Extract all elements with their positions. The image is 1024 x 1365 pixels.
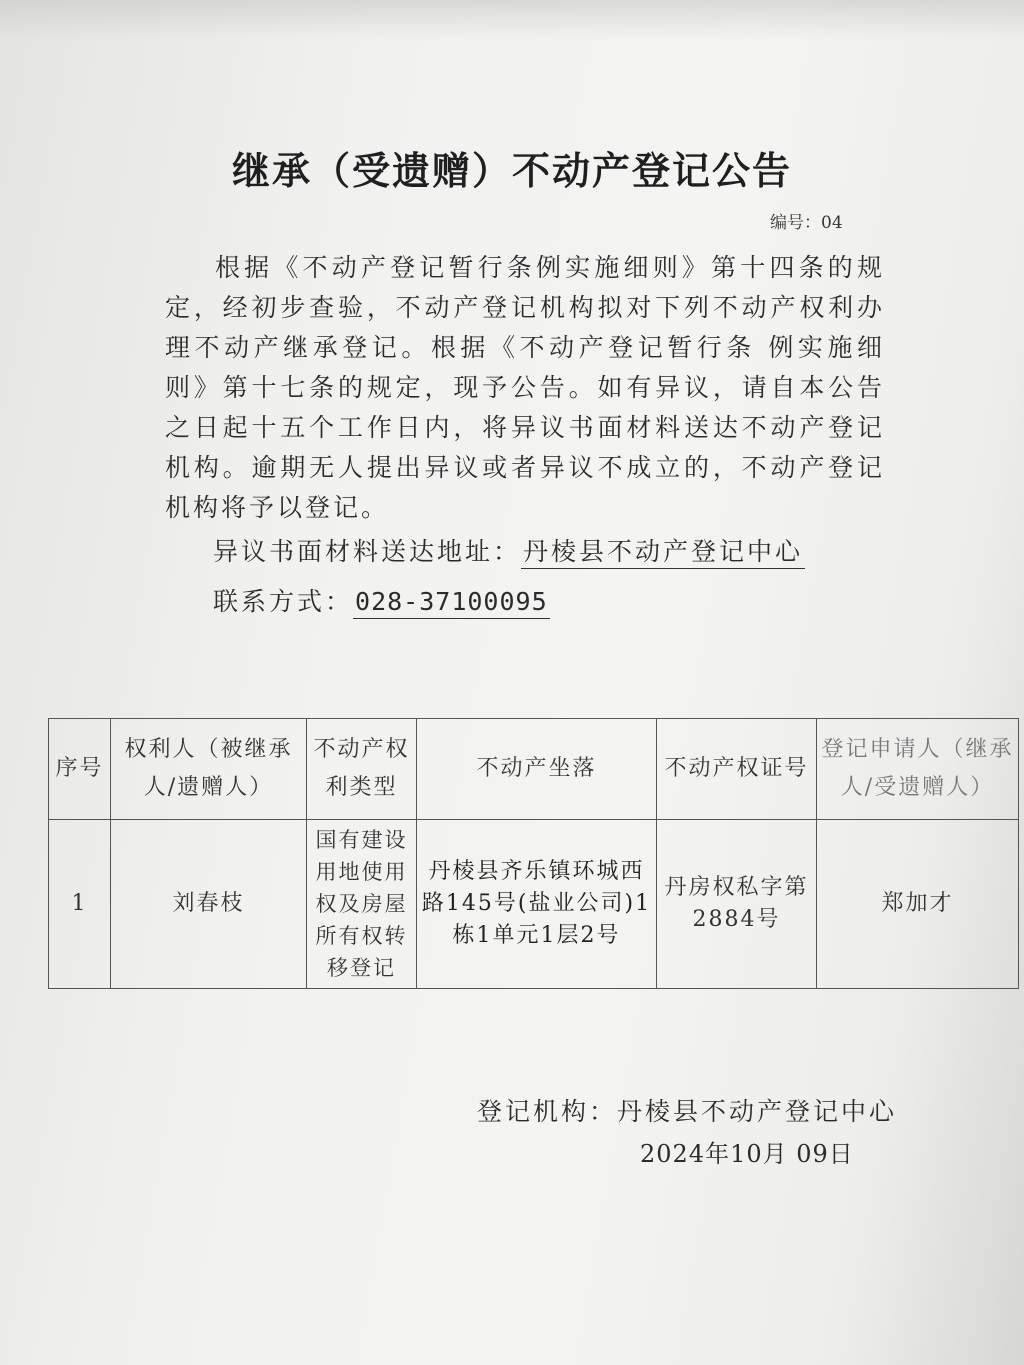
objection-address-line [213,532,805,568]
contact-line [213,582,550,618]
cell-certificate: 丹房权私字第2884号 [657,820,817,989]
address-label: 异议书面材料送达地址： [213,537,522,566]
contact-phone: 028-37100095 [353,587,550,619]
registration-organization: 登记机构：丹棱县不动产登记中心 [477,1097,898,1126]
header-location: 不动产坐落 [417,719,657,820]
photo-shadow [0,0,1024,40]
cell-holder: 刘春枝 [111,820,307,989]
header-index: 序号 [49,719,111,820]
header-applicant: 登记申请人（继承人/受遗赠人） [817,719,1019,820]
registration-table [48,718,1019,989]
header-right-type: 不动产权利类型 [307,719,417,820]
header-holder: 权利人（被继承人/遗赠人） [111,719,307,820]
notice-title: 继承（受遗赠）不动产登记公告 [231,148,792,193]
notice-body: 根据《不动产登记暂行条例实施细则》第十四条的规定，经初步查验，不动产登记机构拟对下列不动产权利办理不动产继承登记。根据《不动产登记暂行条 例实施细则》第十七条的规定，现予公告。如有异议，请自本公告之日起十五个工作日内，将异议书面材料送达不动产登记机构。逾期无人提出异议或者异议不成立的，不动产登记机构将予以登记。 [165,253,885,522]
header-certificate: 不动产权证号 [657,719,817,820]
cell-right-type: 国有建设用地使用权及房屋所有权转移登记 [307,820,417,989]
cell-index: 1 [49,820,111,989]
serial-number: 编号：04 [770,213,843,233]
table-row [49,820,1019,989]
contact-label: 联系方式： [213,587,354,616]
address-value: 丹棱县不动产登记中心 [521,537,805,569]
cell-applicant: 郑加才 [817,820,1019,989]
table-header-row [49,719,1019,820]
cell-location: 丹棱县齐乐镇环城西路145号(盐业公司)1栋1单元1层2号 [417,820,657,989]
notice-date: 2024年10月 09日 [640,1140,854,1168]
